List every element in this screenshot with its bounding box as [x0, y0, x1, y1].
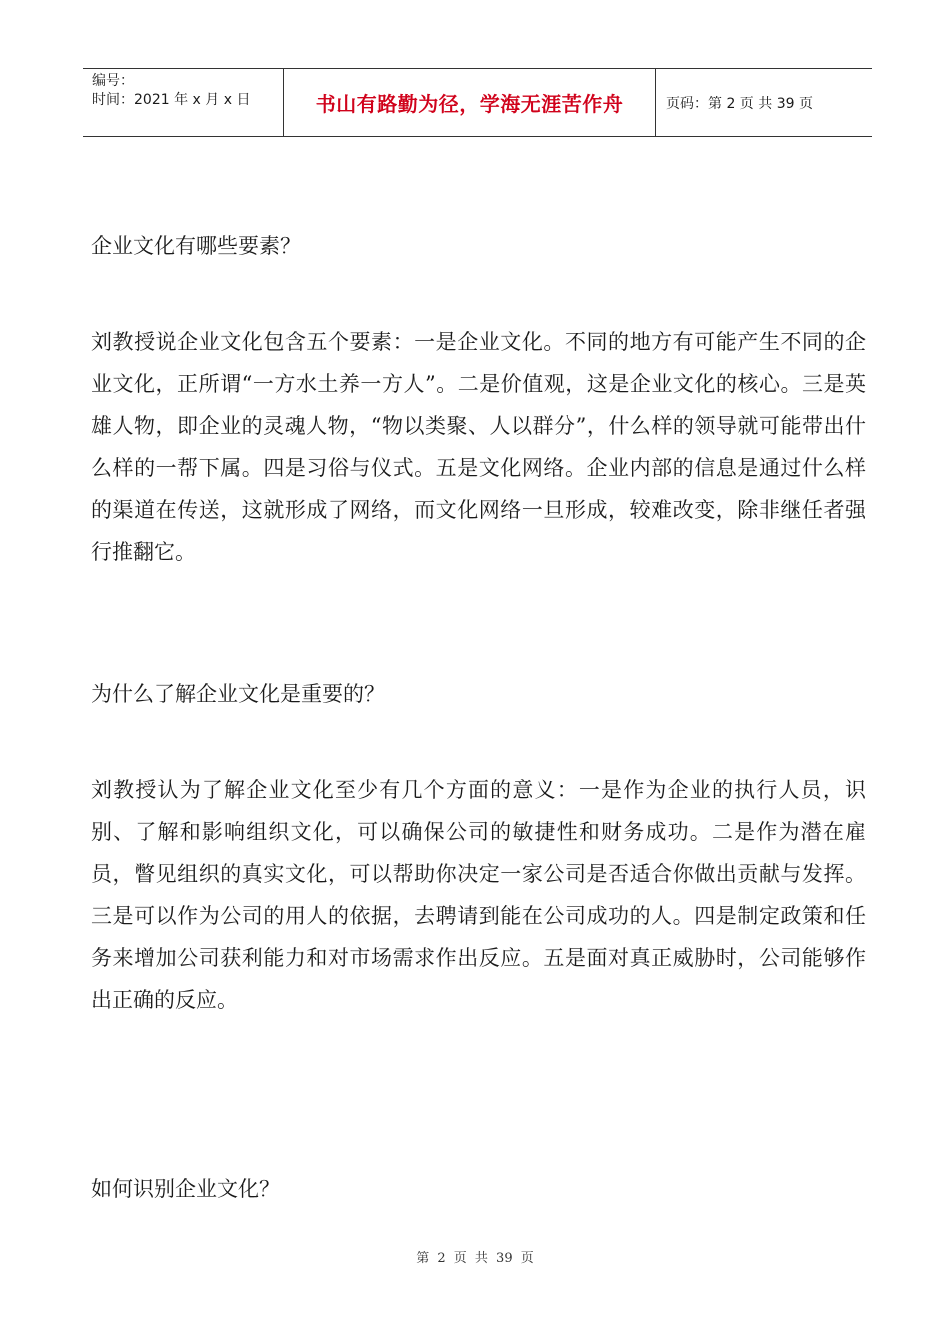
- header-page-info: 页码：第 2 页 共 39 页: [666, 95, 813, 112]
- section-paragraph-2: 刘教授认为了解企业文化至少有几个方面的意义：一是作为企业的执行人员，识别、了解和影响组织文化，可以确保公司的敏捷性和财务成功。二是作为潜在雇员，瞥见组织的真实文化，可以帮助你决定一家公司是否适合你做出贡献与发挥。三是可以作为公司的用人的依据，去聘请到能在公司成功的人。四是制定政策和任务来增加公司获利能力和对市场需求作出反应。五是面对真正威胁时，公司能够作出正确的反应。: [91, 778, 866, 1012]
- page-footer: 第 2 页 共 39 页: [416, 1251, 534, 1266]
- header-motto: 书山有路勤为径，学海无涯苦作舟: [284, 69, 656, 136]
- section-paragraph-1: 刘教授说企业文化包含五个要素：一是企业文化。不同的地方有可能产生不同的企业文化，正所谓“一方水土养一方人”。二是价值观，这是企业文化的核心。三是英雄人物，即企业的灵魂人物，“物以类聚、人以群分”，什么样的领导就可能带出什么样的一帮下属。四是习俗与仪式。五是文化网络。企业内部的信息是通过什么样的渠道在传送，这就形成了网络，而文化网络一旦形成，较难改变，除非继任者强行推翻它。: [91, 330, 866, 564]
- document-date-label: 时间：2021 年 x 月 x 日: [92, 92, 251, 108]
- header-meta: [83, 69, 284, 136]
- document-header: [83, 68, 872, 137]
- section-question-3: 如何识别企业文化？: [91, 1177, 280, 1201]
- section-question-1: 企业文化有哪些要素？: [91, 234, 301, 258]
- document-number-label: 编号：: [92, 73, 134, 89]
- section-question-2: 为什么了解企业文化是重要的？: [91, 682, 385, 706]
